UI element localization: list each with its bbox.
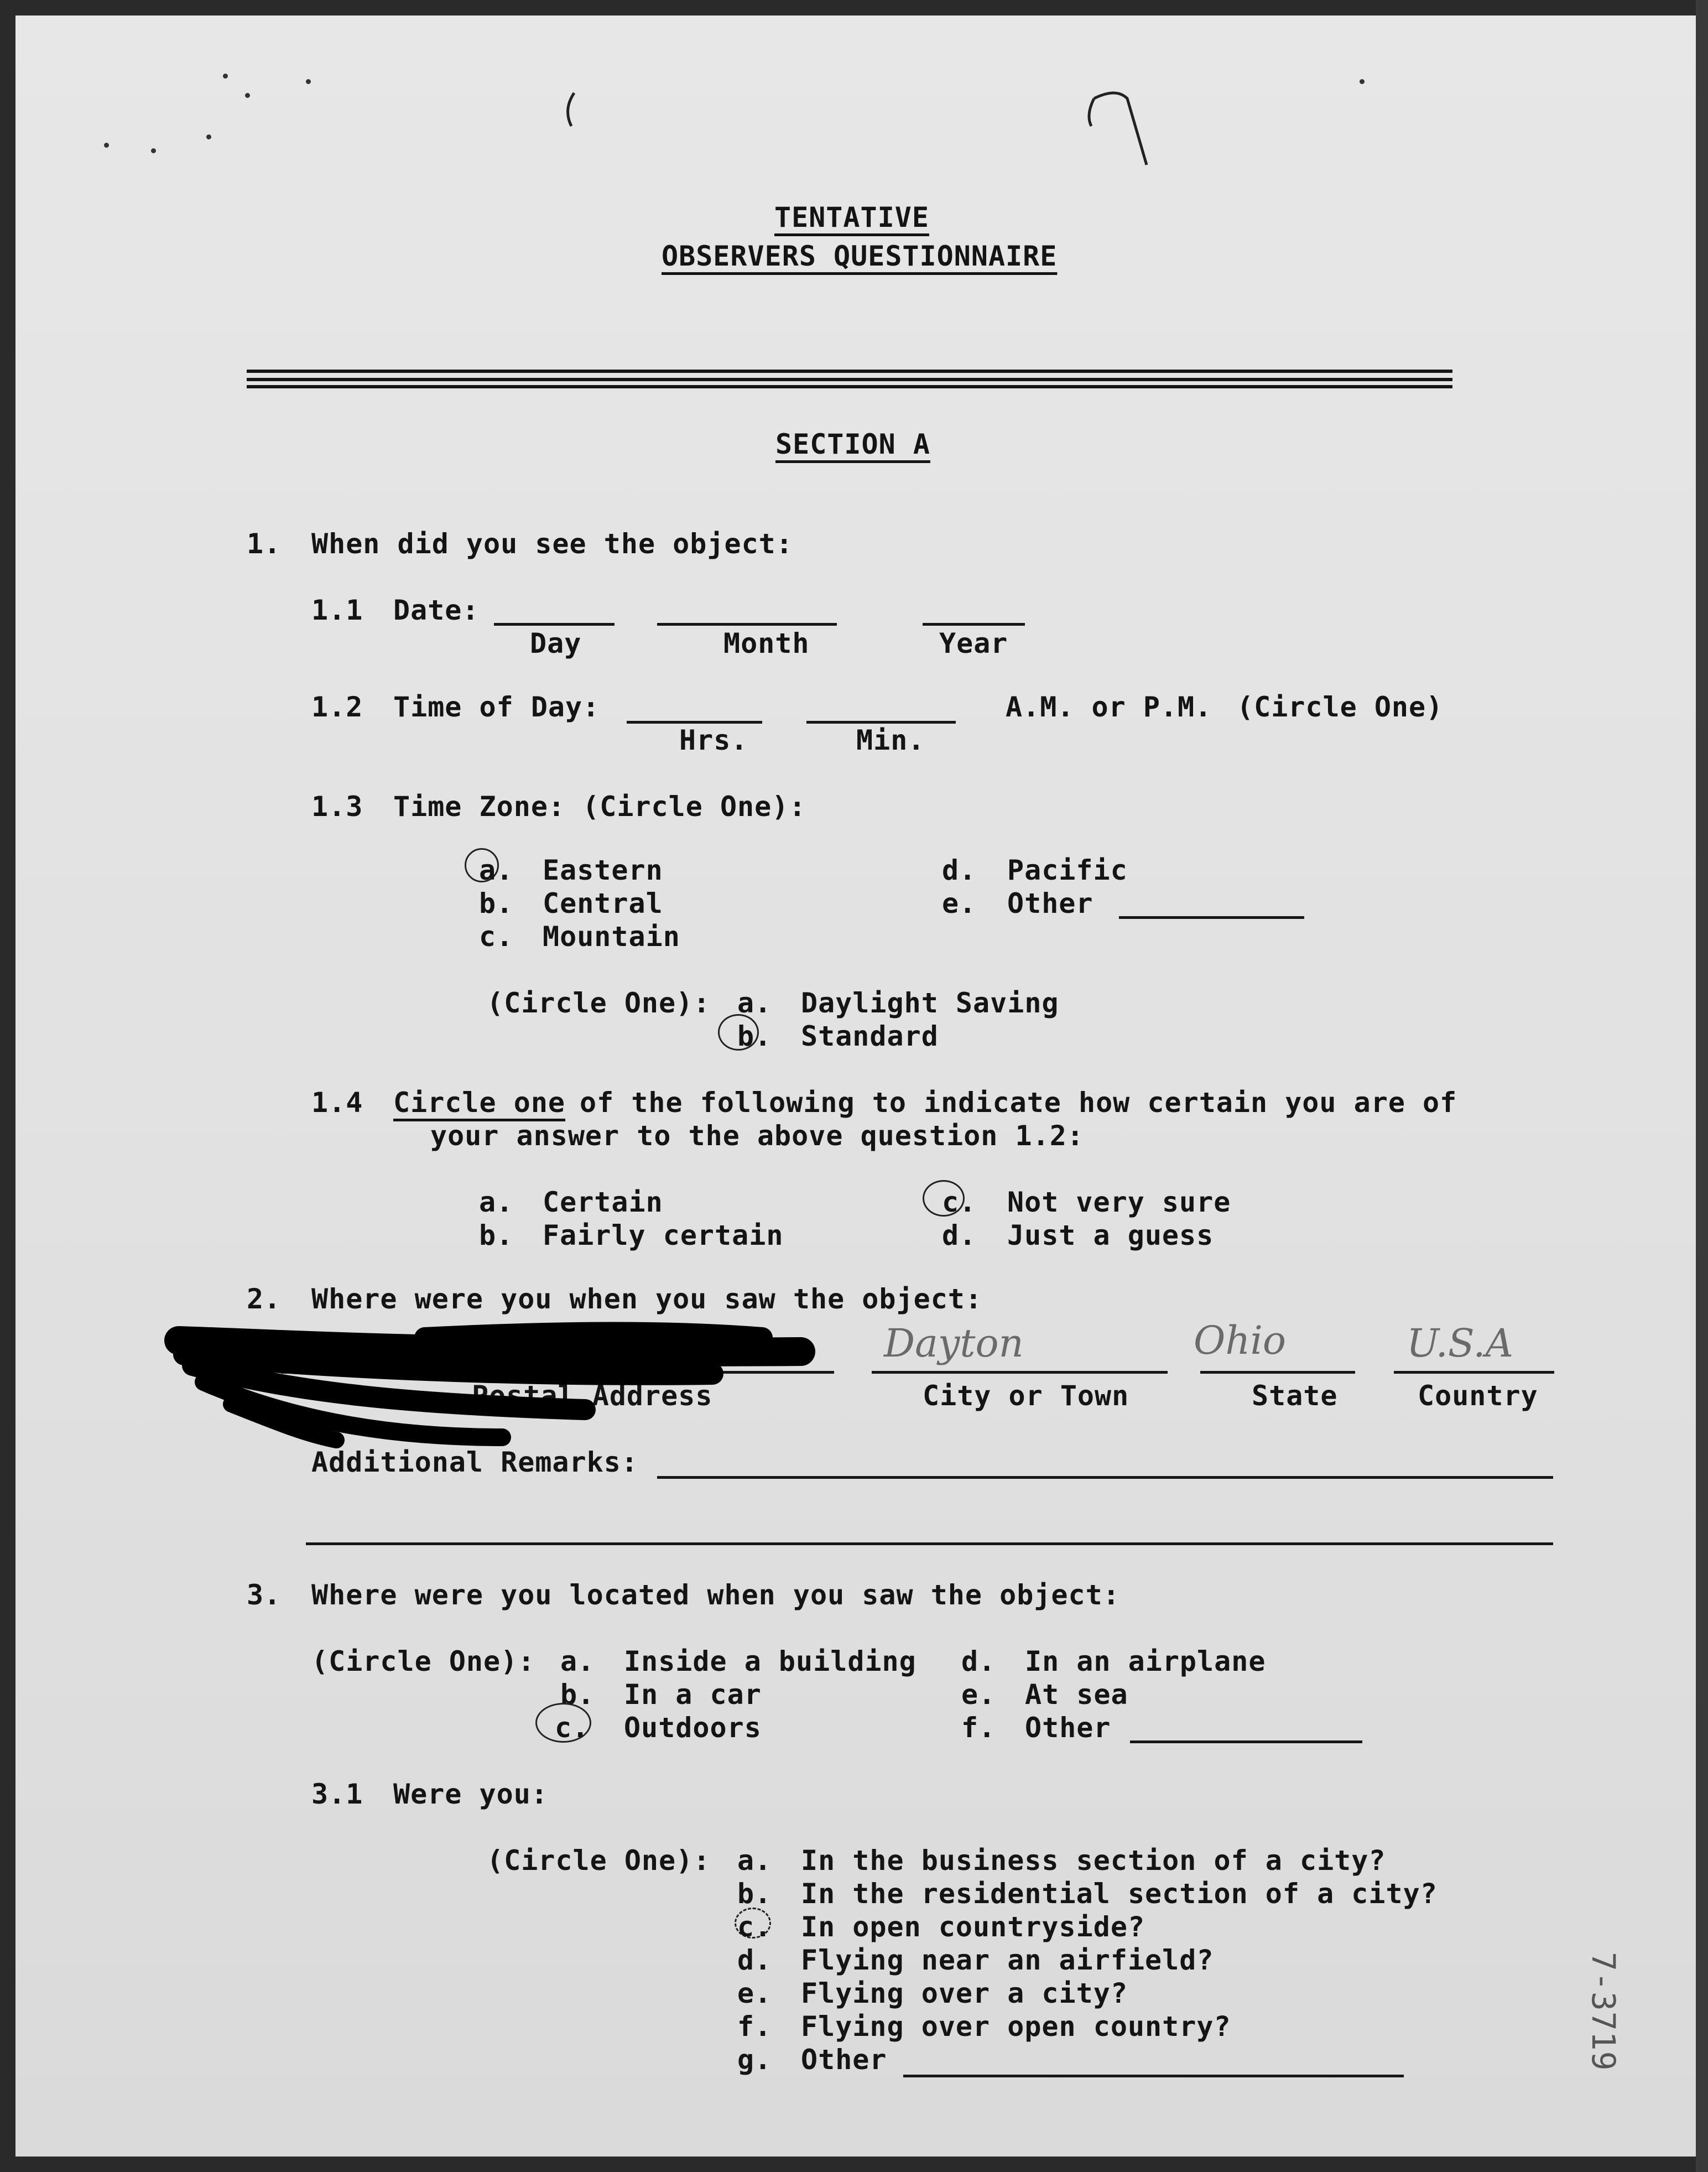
tz-a-label: Eastern <box>543 854 663 886</box>
q1-4-text-1: of the following to indicate how certain you are of <box>580 1087 1457 1119</box>
cert-c-label: Not very sure <box>1007 1186 1231 1218</box>
redaction-scribble <box>159 1321 840 1465</box>
rule-top-2 <box>247 378 1452 381</box>
loc-b-letter[interactable]: b. <box>560 1679 595 1711</box>
tz-c-label: Mountain <box>543 921 680 953</box>
loc-c-letter[interactable]: c. <box>555 1712 590 1744</box>
loc-e-label: At sea <box>1025 1679 1128 1711</box>
q1-4-number: 1.4 <box>311 1087 363 1119</box>
circle-one-note: (Circle One) <box>1237 691 1444 723</box>
cert-d-label: Just a guess <box>1007 1219 1214 1251</box>
tz-e-letter[interactable]: e. <box>942 887 977 919</box>
were-g-label: Other <box>801 2044 887 2076</box>
cert-b-letter[interactable]: b. <box>479 1219 514 1251</box>
state-handwriting: Ohio <box>1194 1318 1287 1363</box>
loc-e-letter[interactable]: e. <box>961 1679 996 1711</box>
were-d-label: Flying near an airfield? <box>801 1944 1214 1976</box>
country-handwriting: U.S.A <box>1407 1321 1514 1366</box>
q3-number: 3. <box>247 1579 282 1611</box>
tz-other-field[interactable] <box>1119 916 1304 919</box>
rule-top <box>247 370 1452 373</box>
dst-a-label: Daylight Saving <box>801 987 1059 1019</box>
loc-d-label: In an airplane <box>1025 1645 1266 1677</box>
state-field[interactable] <box>1200 1371 1355 1374</box>
were-f-label: Flying over open country? <box>801 2010 1231 2043</box>
loc-a-letter[interactable]: a. <box>560 1645 595 1677</box>
q1-4-emphasis: Circle one <box>393 1087 566 1119</box>
month-caption: Month <box>723 627 810 659</box>
dst-circle-one: (Circle One): <box>487 987 711 1019</box>
q1-1-number: 1.1 <box>311 594 363 626</box>
q1-number: 1. <box>247 528 282 560</box>
hours-caption: Hrs. <box>679 724 748 756</box>
cert-d-letter[interactable]: d. <box>942 1219 977 1251</box>
q3-1-circle-one: (Circle One): <box>487 1844 711 1877</box>
doc-title-line-2: OBSERVERS QUESTIONNAIRE <box>662 240 1058 272</box>
hours-field[interactable] <box>627 721 762 724</box>
q1-3-number: 1.3 <box>311 791 363 823</box>
q3-1-number: 3.1 <box>311 1778 363 1810</box>
remarks-field-2[interactable] <box>306 1542 1553 1545</box>
tz-b-label: Central <box>543 887 663 919</box>
q1-text: When did you see the object: <box>311 528 793 560</box>
dst-a-letter[interactable]: a. <box>737 987 772 1019</box>
day-caption: Day <box>530 627 582 659</box>
were-c-letter[interactable]: c. <box>737 1911 772 1943</box>
were-a-label: In the business section of a city? <box>801 1844 1386 1877</box>
speck <box>245 93 250 98</box>
q1-2-number: 1.2 <box>311 691 363 723</box>
postal-address-caption: Postal Address <box>472 1380 713 1412</box>
state-caption: State <box>1252 1380 1338 1412</box>
speck <box>223 74 228 79</box>
city-field[interactable] <box>872 1371 1168 1374</box>
speck <box>1360 79 1365 84</box>
year-field[interactable] <box>923 623 1025 626</box>
speck <box>306 79 311 84</box>
q3-text: Where were you located when you saw the object: <box>311 1579 1120 1611</box>
city-handwriting: Dayton <box>884 1321 1024 1366</box>
q3-1-label: Were you: <box>393 1778 548 1810</box>
speck <box>206 134 211 139</box>
am-pm-choice[interactable]: A.M. or P.M. <box>1006 691 1212 723</box>
speck <box>104 143 109 148</box>
q3-circle-one: (Circle One): <box>311 1645 535 1677</box>
year-caption: Year <box>939 627 1008 659</box>
loc-a-label: Inside a building <box>624 1645 917 1677</box>
speck <box>151 148 156 153</box>
q1-4-text-2: your answer to the above question 1.2: <box>430 1120 1084 1152</box>
minutes-caption: Min. <box>856 724 925 756</box>
dst-b-letter[interactable]: b. <box>737 1020 772 1052</box>
remarks-label: Additional Remarks: <box>311 1446 638 1478</box>
tz-d-letter[interactable]: d. <box>942 854 977 886</box>
loc-b-label: In a car <box>624 1679 762 1711</box>
scan-edge <box>1696 0 1708 2172</box>
tz-c-letter[interactable]: c. <box>479 921 514 953</box>
were-d-letter[interactable]: d. <box>737 1944 772 1976</box>
loc-f-letter[interactable]: f. <box>961 1712 996 1744</box>
were-g-letter[interactable]: g. <box>737 2044 772 2076</box>
country-caption: Country <box>1418 1380 1538 1412</box>
questionnaire-page <box>15 15 1705 2157</box>
were-f-letter[interactable]: f. <box>737 2010 772 2043</box>
q1-1-label: Date: <box>393 594 480 626</box>
day-field[interactable] <box>494 623 615 626</box>
doc-title-line-1: TENTATIVE <box>774 201 929 233</box>
were-b-letter[interactable]: b. <box>737 1878 772 1910</box>
q2-text: Where were you when you saw the object: <box>311 1283 982 1315</box>
rule-top-3 <box>247 385 1452 388</box>
q1-2-label: Time of Day: <box>393 691 600 723</box>
city-caption: City or Town <box>923 1380 1129 1412</box>
loc-f-label: Other <box>1025 1712 1111 1744</box>
q1-3-label: Time Zone: (Circle One): <box>393 791 806 823</box>
cert-b-label: Fairly certain <box>543 1219 784 1251</box>
tz-a-letter[interactable]: a. <box>479 854 514 886</box>
q2-number: 2. <box>247 1283 282 1315</box>
were-c-label: In open countryside? <box>801 1911 1145 1943</box>
loc-c-label: Outdoors <box>624 1712 762 1744</box>
loc-other-field[interactable] <box>1130 1740 1362 1743</box>
cert-a-label: Certain <box>543 1186 663 1218</box>
country-field[interactable] <box>1394 1371 1554 1374</box>
were-e-label: Flying over a city? <box>801 1977 1128 2009</box>
dst-b-label: Standard <box>801 1020 939 1052</box>
cert-a-letter[interactable]: a. <box>479 1186 514 1218</box>
tz-b-letter[interactable]: b. <box>479 887 514 919</box>
document-number-stamp: 7-3719 <box>1585 1952 1622 2071</box>
were-b-label: In the residential section of a city? <box>801 1878 1438 1910</box>
minutes-field[interactable] <box>806 721 956 724</box>
were-e-letter[interactable]: e. <box>737 1977 772 2009</box>
were-other-field[interactable] <box>903 2075 1404 2077</box>
cert-c-letter[interactable]: c. <box>942 1186 977 1218</box>
month-field[interactable] <box>657 623 837 626</box>
tz-e-label: Other <box>1007 887 1093 919</box>
section-heading: SECTION A <box>775 428 930 460</box>
tz-d-label: Pacific <box>1007 854 1128 886</box>
hand-marks <box>541 76 1205 187</box>
were-a-letter[interactable]: a. <box>737 1844 772 1877</box>
loc-d-letter[interactable]: d. <box>961 1645 996 1677</box>
remarks-field[interactable] <box>657 1476 1553 1479</box>
